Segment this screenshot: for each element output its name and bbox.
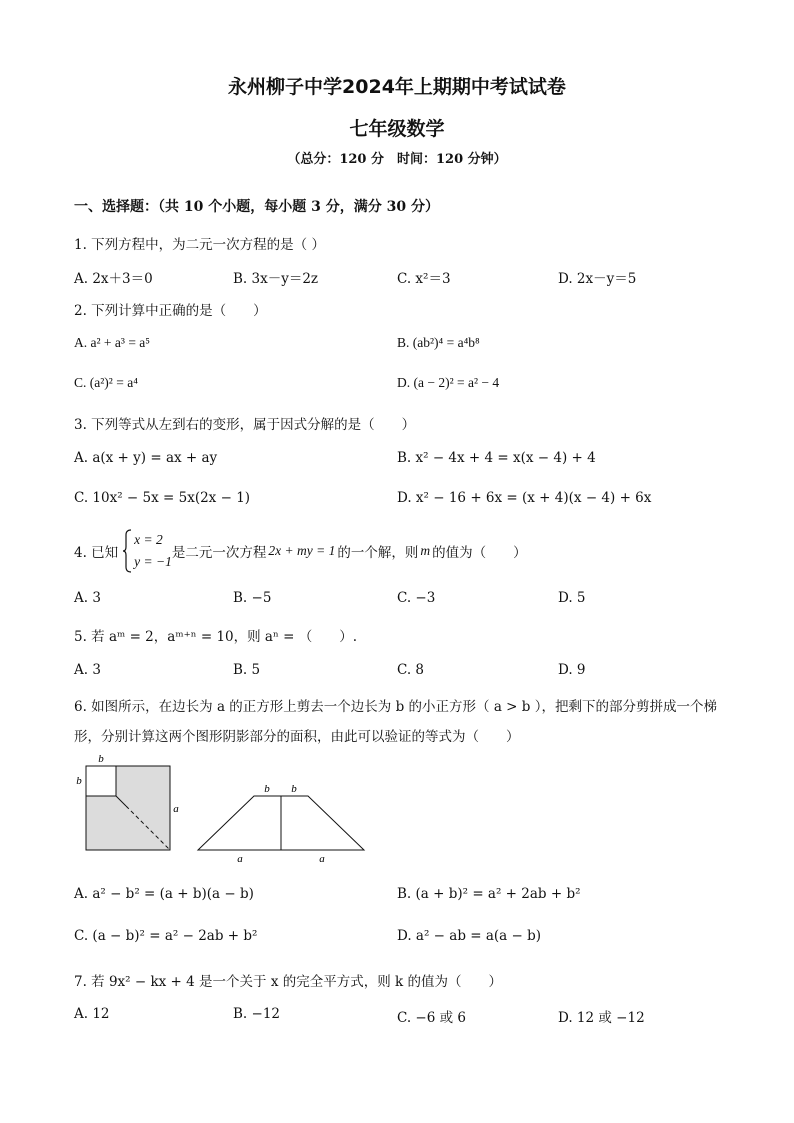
exam-meta: （总分：120 分 时间：120 分钟）: [287, 152, 507, 167]
q4-suffix: 的一个解，则: [337, 545, 419, 561]
q7-option-a: A. 12: [74, 1006, 110, 1022]
page-subtitle: 七年级数学: [349, 118, 445, 140]
page-title: 永州柳子中学2024年上期期中考试试卷: [228, 76, 566, 98]
question-6-line-2: 形，分别计算这两个图形阴影部分的面积，由此可以验证的等式为（ ）: [74, 729, 520, 745]
q3-option-c: C. 10x² − 5x = 5x(2x − 1): [74, 490, 251, 506]
q1-option-d: D. 2x－y＝5: [558, 271, 637, 287]
q2-option-b: B. (ab²)⁴ = a⁴b⁸: [397, 335, 480, 350]
question-5-stem: 5. 若 aᵐ = 2，aᵐ⁺ⁿ = 10，则 aⁿ = （ ）.: [74, 629, 358, 645]
q6-option-b: B. (a + b)² = a² + 2ab + b²: [397, 886, 581, 902]
q6-option-d: D. a² − ab = a(a − b): [397, 928, 542, 944]
question-1-stem: 1. 下列方程中，为二元一次方程的是（ ）: [74, 237, 325, 253]
q6-option-c: C. (a − b)² = a² − 2ab + b²: [74, 928, 258, 944]
q5-option-a: A. 3: [74, 662, 101, 678]
q7-option-d: D. 12 或 −12: [558, 1010, 645, 1026]
section-heading: 一、选择题：（共 10 个小题，每小题 3 分，满分 30 分）: [74, 199, 439, 215]
q4-variable: m: [420, 543, 431, 558]
brace-icon: [122, 529, 132, 573]
q4-equation: 2x + my = 1: [268, 543, 336, 558]
label-b-left: b: [76, 775, 82, 787]
q3-option-d: D. x² − 16 + 6x = (x + 4)(x − 4) + 6x: [397, 490, 652, 506]
q5-option-c: C. 8: [397, 662, 425, 678]
q4-prefix: 4. 已知: [74, 545, 119, 561]
label-b-trap-2: b: [291, 783, 297, 795]
q4-system-line-1: x = 2: [134, 532, 163, 547]
label-b-top: b: [98, 753, 104, 765]
q7-option-c: C. −6 或 6: [397, 1010, 467, 1026]
label-a-right: a: [173, 803, 179, 815]
q4-mid-text: 是二元一次方程: [171, 545, 267, 561]
q6-figure: [70, 752, 370, 862]
question-2-stem: 2. 下列计算中正确的是（ ）: [74, 303, 267, 319]
q2-option-d: D. (a − 2)² = a² − 4: [397, 375, 500, 390]
label-b-trap-1: b: [264, 783, 270, 795]
q1-option-a: A. 2x＋3＝0: [74, 271, 153, 287]
q4-option-c: C. −3: [397, 590, 436, 606]
q7-option-b: B. −12: [233, 1006, 280, 1022]
q3-option-b: B. x² − 4x + 4 = x(x − 4) + 4: [397, 450, 596, 466]
q4-option-a: A. 3: [74, 590, 101, 606]
q6-option-a: A. a² − b² = (a + b)(a − b): [74, 886, 254, 902]
q1-option-c: C. x²＝3: [397, 271, 451, 287]
q2-option-a: A. a² + a³ = a⁵: [74, 335, 151, 350]
q2-option-c: C. (a²)² = a⁴: [74, 375, 138, 390]
q4-option-b: B. −5: [233, 590, 272, 606]
q4-option-d: D. 5: [558, 590, 586, 606]
label-a-trap-1: a: [237, 853, 243, 862]
q5-option-d: D. 9: [558, 662, 586, 678]
q4-system-line-2: y = −1: [134, 554, 172, 569]
small-square: [86, 766, 116, 796]
question-4-stem: [74, 528, 527, 574]
q5-option-b: B. 5: [233, 662, 261, 678]
label-a-trap-2: a: [319, 853, 325, 862]
q1-option-b: B. 3x－y＝2z: [233, 271, 319, 287]
question-3-stem: 3. 下列等式从左到右的变形，属于因式分解的是（ ）: [74, 417, 416, 433]
question-6-line-1: 6. 如图所示，在边长为 a 的正方形上剪去一个边长为 b 的小正方形（ a > b ），把剩下的部分剪拼成一个梯: [74, 699, 717, 715]
q3-option-a: A. a(x + y) = ax + ay: [74, 450, 218, 466]
q4-end: 的值为（ ）: [432, 545, 527, 561]
question-7-stem: 7. 若 9x² − kx + 4 是一个关于 x 的完全平方式，则 k 的值为（ ）: [74, 974, 502, 990]
